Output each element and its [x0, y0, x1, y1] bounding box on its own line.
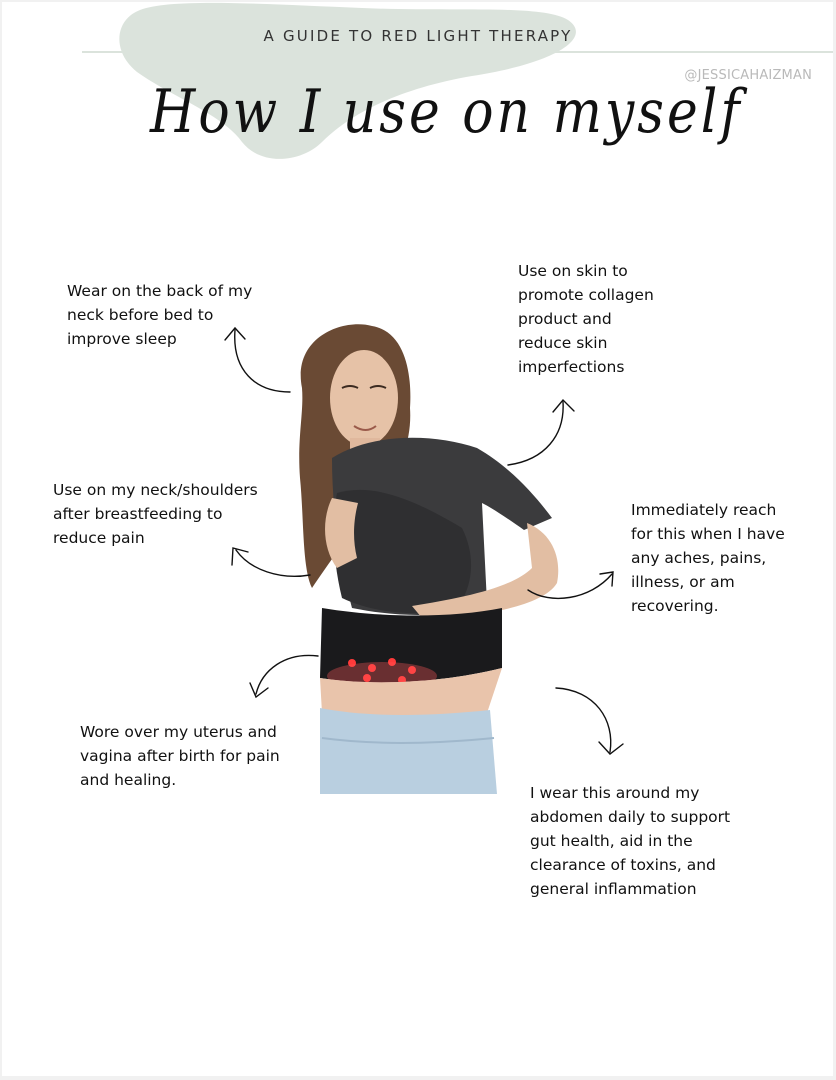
callout-line: abdomen daily to support	[530, 808, 731, 826]
callout-line: reduce pain	[53, 529, 145, 547]
callout-line: any aches, pains,	[631, 549, 767, 567]
page-title: How I use on myself	[150, 78, 743, 147]
callout-line: after breastfeeding to	[53, 505, 223, 523]
curved-arrow-icon	[528, 572, 613, 598]
callout-line: recovering.	[631, 597, 719, 615]
callout-line: promote collagen	[518, 286, 654, 304]
callout-line: imperfections	[518, 358, 625, 376]
callout-line: clearance of toxins, and	[530, 856, 716, 874]
callout-line: and healing.	[80, 771, 177, 789]
curved-arrow-icon	[225, 328, 290, 392]
author-handle: @JESSICAHAIZMAN	[684, 68, 812, 83]
callout-line: I wear this around my	[530, 784, 700, 802]
curved-arrow-icon	[250, 655, 318, 697]
callout-line: reduce skin	[518, 334, 608, 352]
callout-line: illness, or am	[631, 573, 735, 591]
callout-line: Use on skin to	[518, 262, 628, 280]
curved-arrow-icon	[556, 688, 623, 754]
curved-arrow-icon	[232, 548, 310, 576]
callout-line: gut health, aid in the	[530, 832, 693, 850]
callout-line: Wore over my uterus and	[80, 723, 277, 741]
curved-arrow-icon	[508, 400, 574, 465]
callout-line: for this when I have	[631, 525, 785, 543]
callout-line: general inflammation	[530, 880, 697, 898]
callout-line: Use on my neck/shoulders	[53, 481, 258, 499]
callout-line: Immediately reach	[631, 501, 777, 519]
callout-line: neck before bed to	[67, 306, 214, 324]
callout-line: improve sleep	[67, 330, 177, 348]
guide-title: A GUIDE TO RED LIGHT THERAPY	[263, 27, 573, 45]
callout-line: vagina after birth for pain	[80, 747, 280, 765]
callout-line: Wear on the back of my	[67, 282, 253, 300]
callout-line: product and	[518, 310, 612, 328]
